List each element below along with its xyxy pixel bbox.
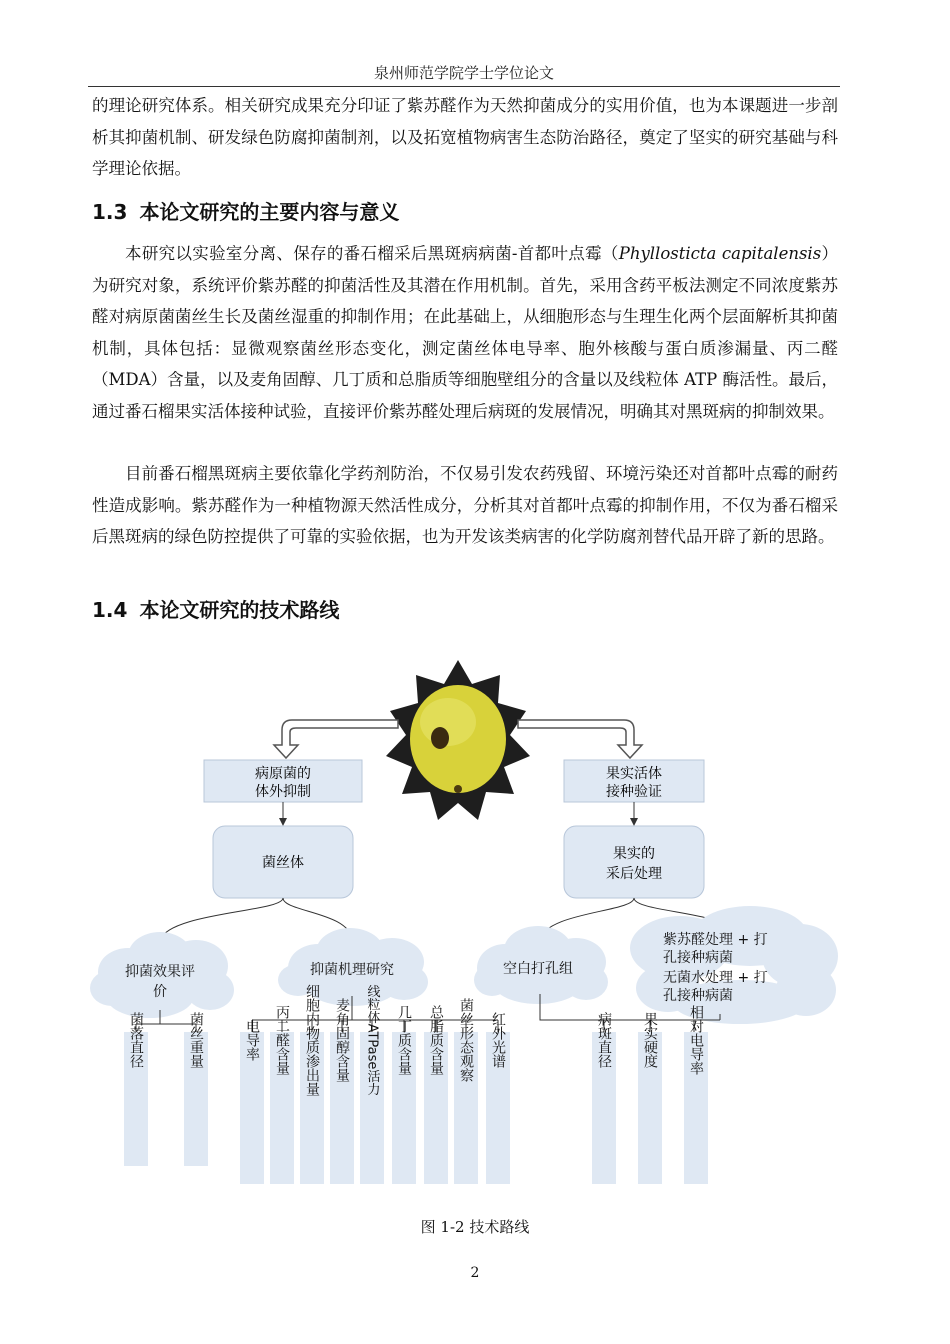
- section-title: 本论文研究的技术路线: [139, 598, 340, 622]
- leaf-label: 菌丝重量: [188, 1012, 204, 1068]
- leaf-label: 病斑直径: [596, 1012, 612, 1068]
- section-number: 1.4: [92, 598, 128, 622]
- section-1-3-paragraph-2: 目前番石榴黑斑病主要依靠化学药剂防治，不仅易引发农药残留、环境污染还对首都叶点霉的耐药性造成影响。紫苏醛作为一种植物源天然活性成分，分析其对首都叶点霉的抑制作用，不仅为番石榴采后黑斑病的绿色防控提供了可靠的实验依据，也为开发该类病害的化学防腐剂替代品开辟了新的思路。: [92, 464, 838, 547]
- section-1-3-paragraph-1: [92, 238, 838, 428]
- arrow-left-hollow: [274, 720, 398, 758]
- cloud-line: 抑菌机理研究: [310, 962, 394, 978]
- cloud-inhibition-effect: [90, 932, 234, 1018]
- cloud-line: 孔接种病菌: [663, 988, 733, 1004]
- leaf-label: 总脂质含量: [428, 1005, 444, 1075]
- cloud-line: 孔接种病菌: [663, 950, 733, 966]
- box-line: 果实的: [613, 846, 655, 862]
- leaf-label: 电导率: [244, 1019, 260, 1061]
- box-line: 接种验证: [606, 784, 662, 800]
- box-line: 采后处理: [606, 866, 662, 882]
- section-heading-1-3: [92, 196, 399, 225]
- guava-fruit-icon: [386, 660, 530, 820]
- technical-route-diagram: [0, 650, 950, 1210]
- arrow-right-hollow: [518, 720, 642, 758]
- section-heading-1-4: [92, 594, 339, 623]
- box-fruit-postharvest: [564, 826, 704, 898]
- figure-caption: 图 1-2 技术路线: [420, 1218, 530, 1236]
- page-header: 泉州师范学院学士学位论文: [373, 64, 554, 82]
- leaf-label: 果实硬度: [642, 1012, 658, 1068]
- leaf-label: 菌落直径: [128, 1012, 144, 1068]
- box-mycelium: [213, 826, 353, 898]
- leaf-label: 菌丝形态观察: [458, 998, 474, 1082]
- intro-paragraph: 的理论研究体系。相关研究成果充分印证了紫苏醛作为天然抑菌成分的实用价值，也为本课题进一步剖析其抑菌机制、研发绿色防腐抑菌制剂，以及拓宽植物病害生态防治路径，奠定了坚实的研究基础与科学理论依据。: [92, 96, 838, 179]
- leaf-label: 丙二醛含量: [274, 1005, 290, 1075]
- box-line: 果实活体: [606, 766, 662, 782]
- cloud-line: 价: [153, 984, 167, 1000]
- box-line: 菌丝体: [262, 855, 304, 871]
- cloud-line: 紫苏醛处理 + 打: [663, 932, 768, 948]
- header-rule: [88, 86, 840, 87]
- cloud-treatment-groups: [630, 906, 838, 1024]
- leaf-label: 麦角固醇含量: [334, 998, 350, 1082]
- leaf-columns: [124, 1032, 708, 1184]
- page-number: 2: [470, 1265, 480, 1281]
- cloud-line: 抑菌效果评: [125, 964, 195, 980]
- leaf-label: 几丁质含量: [396, 1005, 412, 1075]
- para1-text-a: 本研究以实验室分离、保存的番石榴采后黑斑病病菌-首都叶点霉（: [125, 244, 619, 263]
- species-name: Phyllosticta capitalensis: [618, 244, 822, 263]
- leaf-label: 红外光谱: [490, 1012, 506, 1068]
- box-fruit-inoculation: [564, 760, 704, 802]
- box-line: 体外抑制: [255, 784, 311, 800]
- cloud-line: 无菌水处理 + 打: [663, 970, 768, 986]
- leaf-label: 细胞内物质渗出量: [304, 984, 320, 1096]
- para1-text-b: ）为研究对象，系统评价紫苏醛的抑菌活性及其潜在作用机制。首先，采用含药平板法测定不同浓度紫苏醛对病原菌菌丝生长及菌丝湿重的抑制作用；在此基础上，从细胞形态与生理生化两个层面解析其抑菌机制，具体包括：显微观察菌丝形态变化，测定菌丝体电导率、胞外核酸与蛋白质渗漏量、丙二醛（MDA）含量，以及麦角固醇、几丁质和总脂质等细胞壁组分的含量以及线粒体 ATP 酶活性。最后，通过番石榴果实活体接种试验，直接评价紫苏醛处理后病斑的发展情况，明确其对黑斑病的抑制效果。: [92, 244, 839, 421]
- section-number: 1.3: [92, 200, 128, 224]
- leaf-label: 相对电导率: [688, 1005, 704, 1075]
- leaf-label: 线粒体ATPase活力: [364, 984, 380, 1096]
- section-title: 本论文研究的主要内容与意义: [139, 200, 400, 224]
- cloud-mechanism-study: [278, 928, 428, 1006]
- cloud-line: 空白打孔组: [503, 961, 573, 977]
- cloud-blank-group: [474, 926, 608, 1004]
- box-in-vitro-inhibition: [204, 760, 362, 802]
- box-line: 病原菌的: [255, 766, 311, 782]
